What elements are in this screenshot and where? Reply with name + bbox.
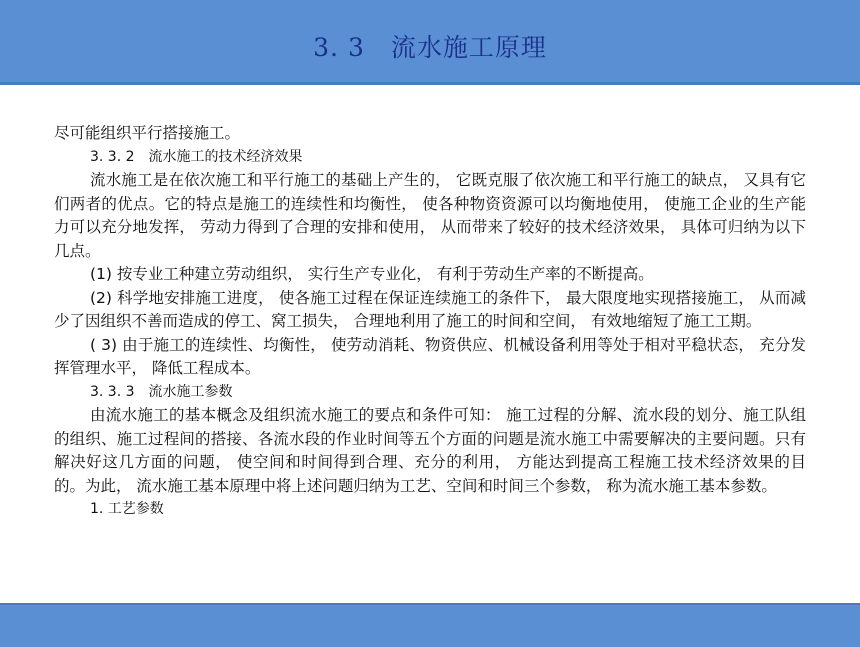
paragraph-point-2: (2) 科学地安排施工进度， 使各施工过程在保证连续施工的条件下， 最大限度地实现搭接施工， 从而减少了因组织不善而造成的停工、窝工损失， 合理地利用了施工的时间和空间， 有效地缩短了施工工期。 <box>54 288 806 330</box>
footer-bar <box>0 603 860 647</box>
page-title: 3. 3 流水施工原理 <box>313 33 547 62</box>
paragraph-point-3: ( 3) 由于施工的连续性、均衡性， 使劳动消耗、物资供应、机械设备利用等处于相对平稳状态， 充分发挥管理水平， 降低工程成本。 <box>54 335 806 377</box>
paragraph-parameters: 由流水施工的基本概念及组织流水施工的要点和条件可知： 施工过程的分解、流水段的划分、施工队组的组织、施工过程间的搭接、各流水段的作业时间等五个方面的问题是流水施工中需要解决的主要问题。只有解决好这几方面的问题， 使空间和时间得到合理、充分的利用， 方能达到提高工程施工技术经济效果的目的。为此， 流水施工基本原理中将上述问题归纳为工艺、空间和时间三个参数， 称为流水施工基本参数。 <box>54 406 806 495</box>
paragraph-point-1: (1) 按专业工种建立劳动组织， 实行生产专业化， 有利于劳动生产率的不断提高。 <box>90 265 654 283</box>
header-bar <box>0 0 860 85</box>
subheading-process-parameters: 1. 工艺参数 <box>90 501 164 517</box>
content-body <box>54 122 806 522</box>
paragraph-continuation: 尽可能组织平行搭接施工。 <box>54 124 241 142</box>
paragraph-benefits-intro: 流水施工是在依次施工和平行施工的基础上产生的， 它既克服了依次施工和平行施工的缺点， 又具有它们两者的优点。它的特点是施工的连续性和均衡性， 使各种物资资源可以均衡地使用， 使施工企业的生产能力可以充分地发挥， 劳动力得到了合理的安排和使用， 从而带来了较好的技术经济效果， 具体可归纳为以下几点。 <box>54 171 806 260</box>
section-heading-3-3-2: 3. 3. 2 流水施工的技术经济效果 <box>90 148 303 165</box>
section-heading-3-3-3: 3. 3. 3 流水施工参数 <box>90 383 233 400</box>
